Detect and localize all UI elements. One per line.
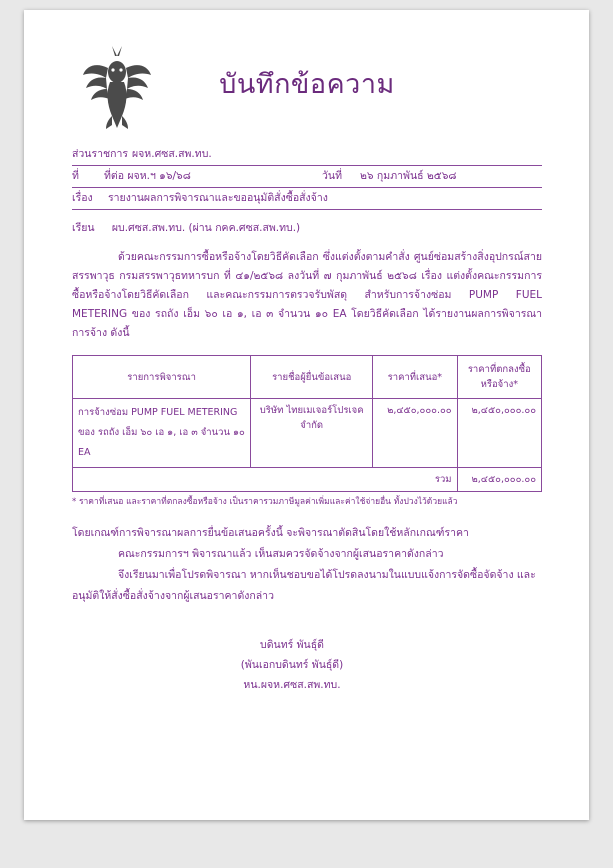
table-header-row [73, 356, 542, 399]
col-header-description: รายการพิจารณา [73, 356, 251, 399]
subject-value: รายงานผลการพิจารณาและขออนุมัติสั่งซื้อสั่งจ้าง [108, 192, 328, 204]
document-inner [72, 40, 542, 695]
number-label: ที่ [72, 170, 79, 182]
department-value: ผจห.ศซส.สพ.ทบ. [132, 148, 212, 160]
signature-stack [241, 635, 343, 695]
cell-final-price: ๒,๔๕๐,๐๐๐.๐๐ [457, 399, 541, 468]
signature-name: บดินทร์ พันธุ์ดี [260, 639, 324, 651]
department-label: ส่วนราชการ [72, 148, 129, 160]
col-header-offer-price: ราคาที่เสนอ* [373, 356, 457, 399]
addressee-value: ผบ.ศซส.สพ.ทบ. (ผ่าน กฅค.ศซส.สพ.ทบ.) [111, 222, 301, 234]
table-total-row [73, 468, 542, 492]
closing-section [72, 523, 542, 607]
cell-description: การจ้างซ่อม PUMP FUEL METERING ของ รถถัง เอ็ม ๖๐ เอ ๑, เอ ๓ จำนวน ๑๐ EA [73, 399, 251, 468]
evaluation-table [72, 355, 542, 492]
paragraph-1-text: ด้วยคณะกรรมการซื้อหรือจ้างโดยวิธีคัดเลือก ซึ่งแต่งตั้งตามคำสั่ง ศูนย์ซ่อมสร้างสิ่งอุปกรณ์สายสรรพาวุธ กรมสรรพาวุธทหารบก ที่ ๔๑/๒๕๖๘ ลงวันที่ ๗ กุมภาพันธ์ ๒๕๖๘ เรื่อง แต่งตั้งคณะกรรมการซื้อหรือจ้างโดยวิธีคัดเลือก และคณะกรรมการตรวจรับพัสดุ สำหรับการจ้างซ่อม PUMP FUEL METERING ของ รถถัง เอ็ม ๖๐ เอ ๑, เอ ๓ จำนวน ๑๐ EA โดยวิธีคัดเลือก ได้รายงานผลการพิจารณาการจ้าง ดังนี้ [72, 251, 542, 339]
field-row-number-date [72, 166, 542, 188]
closing-line-3-text: จึงเรียนมาเพื่อโปรดพิจารณา หากเห็นชอบขอได้โปรดลงนามในแบบแจ้งการจัดซื้อจัดจ้าง และอนุมัติให้สั่งซื้อสั่งจ้างจากผู้เสนอราคาดังกล่าว [72, 569, 536, 602]
number-value: ที่ต่อ ผจห.ฯ ๑๖/๖๘ [104, 170, 191, 182]
table-footnote: * ราคาที่เสนอ และราคาที่ตกลงซื้อหรือจ้าง เป็นราคารวมภาษีมูลค่าเพิ่มและค่าใช้จ่ายอื่น ทั้งปวงไว้ด้วยแล้ว [72, 497, 458, 507]
table-row [73, 399, 542, 468]
signature-block [72, 635, 542, 695]
addressee-row [72, 219, 542, 236]
date-value: ๒๖ กุมภาพันธ์ ๒๕๖๘ [360, 170, 457, 182]
cell-offer-price: ๒,๔๕๐,๐๐๐.๐๐ [373, 399, 457, 468]
addressee-label: เรียน [72, 222, 95, 234]
page-title: บันทึกข้อความ [219, 69, 395, 100]
signature-position: หน.ผจห.ศซส.สพ.ทบ. [243, 679, 341, 691]
field-row-department [72, 144, 542, 166]
closing-line-3 [72, 565, 542, 607]
body-paragraph-1 [72, 248, 542, 343]
cell-bidder: บริษัท ไทยเมเจอร์โปรเจค จำกัด [251, 399, 373, 468]
closing-line-1: โดยเกณฑ์การพิจารณาผลการยื่นข้อเสนอครั้งนี้ จะพิจารณาตัดสินโดยใช้หลักเกณฑ์ราคา [72, 527, 469, 539]
document-page [24, 10, 589, 820]
total-value: ๒,๔๕๐,๐๐๐.๐๐ [457, 468, 541, 492]
subject-label: เรื่อง [72, 192, 93, 204]
field-row-subject [72, 188, 542, 210]
header-fields [72, 144, 542, 210]
date-label: วันที่ [322, 170, 342, 182]
document-header [72, 40, 542, 140]
signature-rank-name: (พันเอกบดินทร์ พันธุ์ดี) [240, 659, 344, 671]
closing-line-2: คณะกรรมการฯ พิจารณาแล้ว เห็นสมควรจัดจ้างจากผู้เสนอราคาดังกล่าว [118, 548, 444, 560]
col-header-bidder: รายชื่อผู้ยื่นข้อเสนอ [251, 356, 373, 399]
col-header-final-price: ราคาที่ตกลงซื้อหรือจ้าง* [457, 356, 541, 399]
total-label: รวม [73, 468, 458, 492]
